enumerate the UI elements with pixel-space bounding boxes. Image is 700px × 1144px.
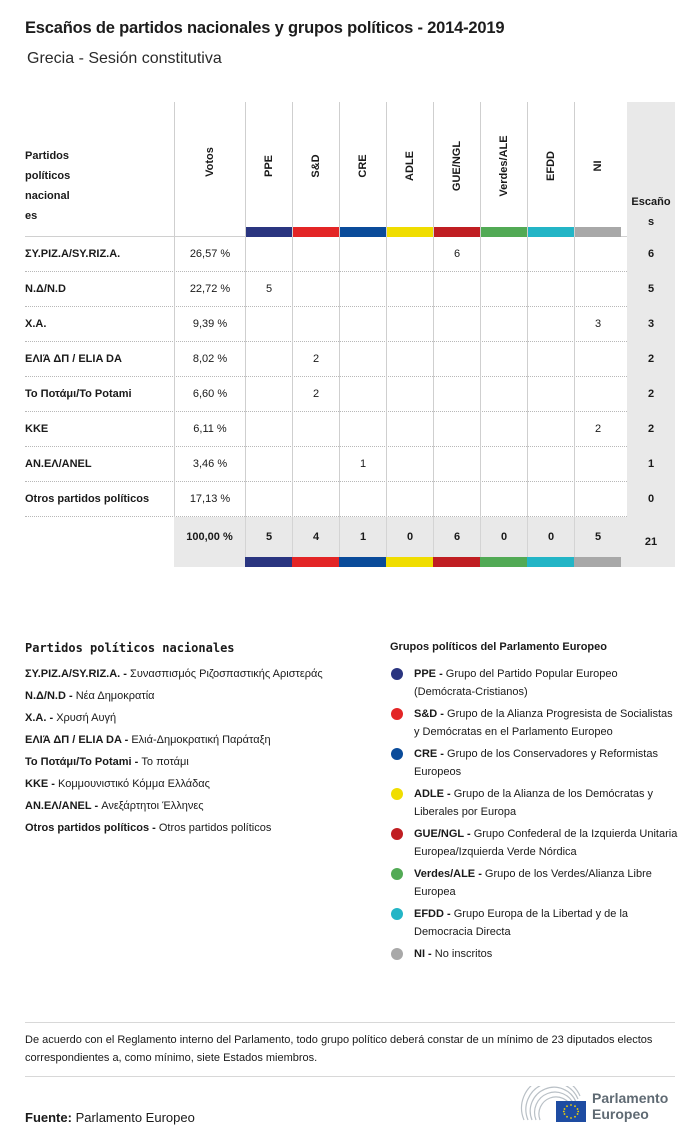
group-color-bar [480,557,527,567]
group-seats [433,307,480,342]
group-seats [574,272,621,307]
divider-top [25,1022,675,1023]
group-color-bar [527,557,574,567]
group-seats [339,307,386,342]
separator: - [48,778,59,790]
group-seats [527,482,574,517]
group-seats [245,342,292,377]
group-seats [386,342,433,377]
separator: - [46,712,57,724]
party-legend-item [25,685,375,707]
votes-column-header [174,102,245,237]
group-legend-item [390,825,680,861]
group-abbr: ADLE [414,788,444,800]
group-seats [339,237,386,272]
group-seats: 2 [574,412,621,447]
party-name: Χ.Α. [25,318,47,330]
party-legend-item [25,795,375,817]
group-seats [480,482,527,517]
color-dot-icon [391,748,403,760]
party-legend-item [25,663,375,685]
seats-header-label: Escaño s [631,196,671,228]
party-name: Ν.Δ/N.D [25,283,66,295]
group-seats [245,307,292,342]
group-color-bar [481,227,527,237]
group-seats [292,412,339,447]
group-legend-item [390,945,680,963]
table-row [25,377,675,412]
group-color-bar [246,227,292,237]
group-seats: 6 [433,237,480,272]
separator: - [149,822,159,834]
group-seats [433,482,480,517]
group-seats: 3 [574,307,621,342]
group-seats [339,482,386,517]
party-full-name: Ανεξάρτητοι Έλληνες [101,800,204,812]
group-seats [245,377,292,412]
group-seats [574,447,621,482]
group-seats [527,447,574,482]
party-abbr: Otros partidos políticos [25,822,150,834]
color-dot-icon [391,668,403,680]
vote-share: 6,11 % [174,412,245,447]
totals-row [174,517,675,567]
group-color-bar [528,227,574,237]
separator: - [443,908,454,920]
vote-share: 8,02 % [174,342,245,377]
group-color-bar [575,227,621,237]
group-seats [433,272,480,307]
group-color-bar [245,557,292,567]
party-name: ΚΚΕ [25,423,49,435]
group-total-seats: 6 [433,517,480,557]
vote-share: 6,60 % [174,377,245,412]
party-abbr: Ν.Δ/N.D [25,690,66,702]
party-total-seats: 3 [627,307,675,342]
group-seats [480,342,527,377]
group-header-label: EFDD [545,151,557,181]
group-seats: 1 [339,447,386,482]
party-legend-item [25,729,375,751]
table-row [25,447,675,482]
total-seats: 21 [644,536,658,548]
group-full-name: Grupo de los Verdes/Alianza Libre Europea [414,868,652,898]
group-seats [527,272,574,307]
party-abbr: Το Ποτάμι/To Potami [25,756,132,768]
group-header-label: PPE [263,154,275,178]
national-parties-legend [25,641,375,839]
group-column-header [480,102,527,237]
national-parties-legend-title: Partidos políticos nacionales [25,641,235,655]
party-full-name: Νέα Δημοκρατία [75,690,155,702]
color-dot-icon [391,908,403,920]
group-seats [292,272,339,307]
group-color-bar [339,557,386,567]
group-column-header [386,102,433,237]
source [25,1110,195,1125]
color-dot-icon [391,828,403,840]
group-seats [527,307,574,342]
color-dot-icon [391,868,403,880]
group-abbr: GUE/NGL [414,828,464,840]
group-abbr: Verdes/ALE [414,868,476,880]
separator: - [437,748,448,760]
party-total-seats: 2 [627,377,675,412]
page-subtitle: Grecia - Sesión constitutiva [27,50,222,67]
group-column-header [574,102,621,237]
table-row [25,412,675,447]
group-seats: 2 [292,377,339,412]
group-seats [480,377,527,412]
group-full-name: Grupo Europa de la Libertad y de la Democracia Directa [414,908,629,938]
party-full-name: Ελιά-Δημοκρατική Παράταξη [131,734,271,746]
group-abbr: EFDD [414,908,444,920]
vote-share: 26,57 % [174,237,245,272]
table-header [25,102,675,237]
party-abbr: ΣΥ.ΡΙΖ.Α/SY.RIZ.A. [25,668,121,680]
separator: - [65,690,76,702]
seats-column-header [627,102,675,237]
separator: - [425,948,435,960]
group-seats [245,412,292,447]
group-abbr: NI [414,948,425,960]
group-seats [574,237,621,272]
group-seats [433,377,480,412]
group-seats [292,237,339,272]
color-dot-icon [391,948,403,960]
group-seats [433,342,480,377]
separator: - [443,788,454,800]
separator: - [131,756,142,768]
party-total-seats: 5 [627,272,675,307]
group-color-bar [386,557,433,567]
group-seats [292,307,339,342]
group-seats [292,447,339,482]
group-seats [339,342,386,377]
group-seats: 2 [292,342,339,377]
divider-bottom [25,1076,675,1077]
group-legend-item [390,785,680,821]
group-seats [574,377,621,412]
separator: - [436,668,446,680]
group-seats [386,377,433,412]
group-seats [574,342,621,377]
group-seats [527,412,574,447]
party-abbr: ΕΛΙΆ ΔΠ / ELIA DA [25,734,122,746]
party-name: ΑΝ.ΕΛ/ANEL [25,458,92,470]
party-name: ΕΛΙΆ ΔΠ / ELIA DA [25,353,122,365]
group-full-name: Grupo Confederal de la Izquierda Unitaria Europea/Izquierda Verde Nórdica [414,828,678,858]
group-seats [386,412,433,447]
group-full-name: Grupo del Partido Popular Europeo (Demócrata-Cristianos) [414,668,618,698]
group-seats [527,237,574,272]
group-seats [480,272,527,307]
group-column-header [433,102,480,237]
party-name: ΣΥ.ΡΙΖ.Α/SY.RIZ.A. [25,248,121,260]
group-total-seats: 5 [245,517,292,557]
group-total-seats: 0 [386,517,433,557]
source-value: Parlamento Europeo [75,1110,195,1125]
group-color-bar [293,227,339,237]
group-total-seats: 1 [339,517,386,557]
group-seats [339,412,386,447]
party-legend-item [25,751,375,773]
group-color-bar [434,227,480,237]
group-header-label: NI [592,160,604,172]
group-color-bar [340,227,386,237]
group-legend-item [390,905,680,941]
group-total-seats: 0 [527,517,574,557]
group-color-bar [387,227,433,237]
group-abbr: PPE [414,668,437,680]
party-total-seats: 6 [627,237,675,272]
party-abbr: Χ.Α. [25,712,47,724]
party-name: Το Ποτάμι/To Potami [25,388,132,400]
party-name: Otros partidos políticos [25,493,150,505]
party-total-seats: 1 [627,447,675,482]
color-dot-icon [391,708,403,720]
table-row [25,342,675,377]
group-legend-item [390,745,680,781]
group-header-label: S&D [310,154,322,178]
group-header-label: GUE/NGL [451,140,463,192]
group-total-seats: 0 [480,517,527,557]
group-abbr: CRE [414,748,438,760]
group-column-header [527,102,574,237]
group-legend-item [390,705,680,741]
group-color-bar [433,557,480,567]
group-total-seats: 4 [292,517,339,557]
group-full-name: Grupo de los Conservadores y Reformistas Europeos [414,748,658,778]
group-total-seats: 5 [574,517,621,557]
group-seats: 5 [245,272,292,307]
party-full-name: Συνασπισμός Ριζοσπαστικής Αριστεράς [130,668,323,680]
group-column-header [339,102,386,237]
party-total-seats: 2 [627,412,675,447]
separator: - [121,734,132,746]
party-legend-item [25,707,375,729]
separator: - [120,668,131,680]
party-abbr: ΚΚΕ [25,778,49,790]
group-seats [339,272,386,307]
separator: - [463,828,474,840]
total-votes: 100,00 % [186,531,233,543]
party-abbr: ΑΝ.ΕΛ/ANEL [25,800,92,812]
group-seats [480,307,527,342]
logo-text: Parlamento Europeo [592,1090,669,1122]
hemicycle-flag-icon [520,1086,590,1126]
table-row [25,307,675,342]
table-row [25,237,675,272]
source-label: Fuente: [25,1110,72,1125]
party-total-seats: 2 [627,342,675,377]
vote-share: 3,46 % [174,447,245,482]
group-seats [292,482,339,517]
group-full-name: Grupo de la Alianza Progresista de Socialistas y Demócratas en el Parlamento Europeo [414,708,673,738]
group-seats [527,377,574,412]
group-color-bar [292,557,339,567]
party-column-header: Partidos políticos nacional es [25,150,71,222]
separator: - [475,868,485,880]
footnote: De acuerdo con el Reglamento interno del Parlamento, todo grupo político deberá constar de un mínimo de 23 diputados electos correspondientes a, como mínimo, siete Estados miembros. [25,1034,653,1064]
separator: - [91,800,102,812]
group-seats [386,307,433,342]
group-color-bar [574,557,621,567]
group-header-label: CRE [357,154,369,178]
group-header-label: ADLE [404,151,416,181]
group-seats [245,447,292,482]
group-seats [339,377,386,412]
party-total-seats: 0 [627,482,675,517]
group-seats [433,412,480,447]
group-seats [386,237,433,272]
group-column-header [245,102,292,237]
group-legend-item [390,665,680,701]
party-legend-item [25,817,375,839]
vote-share: 9,39 % [174,307,245,342]
group-seats [245,482,292,517]
group-abbr: S&D [414,708,438,720]
group-seats [245,237,292,272]
party-full-name: Otros partidos políticos [158,822,272,834]
eu-groups-legend [390,641,680,967]
group-seats [433,447,480,482]
party-legend-item [25,773,375,795]
group-seats [574,482,621,517]
party-full-name: Χρυσή Αυγή [56,712,117,724]
vote-share: 22,72 % [174,272,245,307]
table-row [25,482,675,517]
group-full-name: Grupo de la Alianza de los Demócratas y Liberales por Europa [414,788,654,818]
european-parliament-logo [520,1086,680,1126]
group-seats [386,272,433,307]
group-seats [480,237,527,272]
group-seats [527,342,574,377]
eu-groups-legend-title: Grupos políticos del Parlamento Europeo [390,641,607,653]
group-header-label: Verdes/ALE [498,135,510,197]
page-title: Escaños de partidos nacionales y grupos políticos - 2014-2019 [25,19,505,37]
group-column-header [292,102,339,237]
party-full-name: Το ποτάμι [141,756,189,768]
votes-header-label: Votos [204,147,216,177]
party-full-name: Κομμουνιστικό Κόμμα Ελλάδας [58,778,210,790]
group-full-name: No inscritos [434,948,493,960]
vote-share: 17,13 % [174,482,245,517]
group-legend-item [390,865,680,901]
group-seats [480,412,527,447]
table-row [25,272,675,307]
group-seats [386,482,433,517]
group-seats [480,447,527,482]
separator: - [437,708,448,720]
color-dot-icon [391,788,403,800]
group-seats [386,447,433,482]
